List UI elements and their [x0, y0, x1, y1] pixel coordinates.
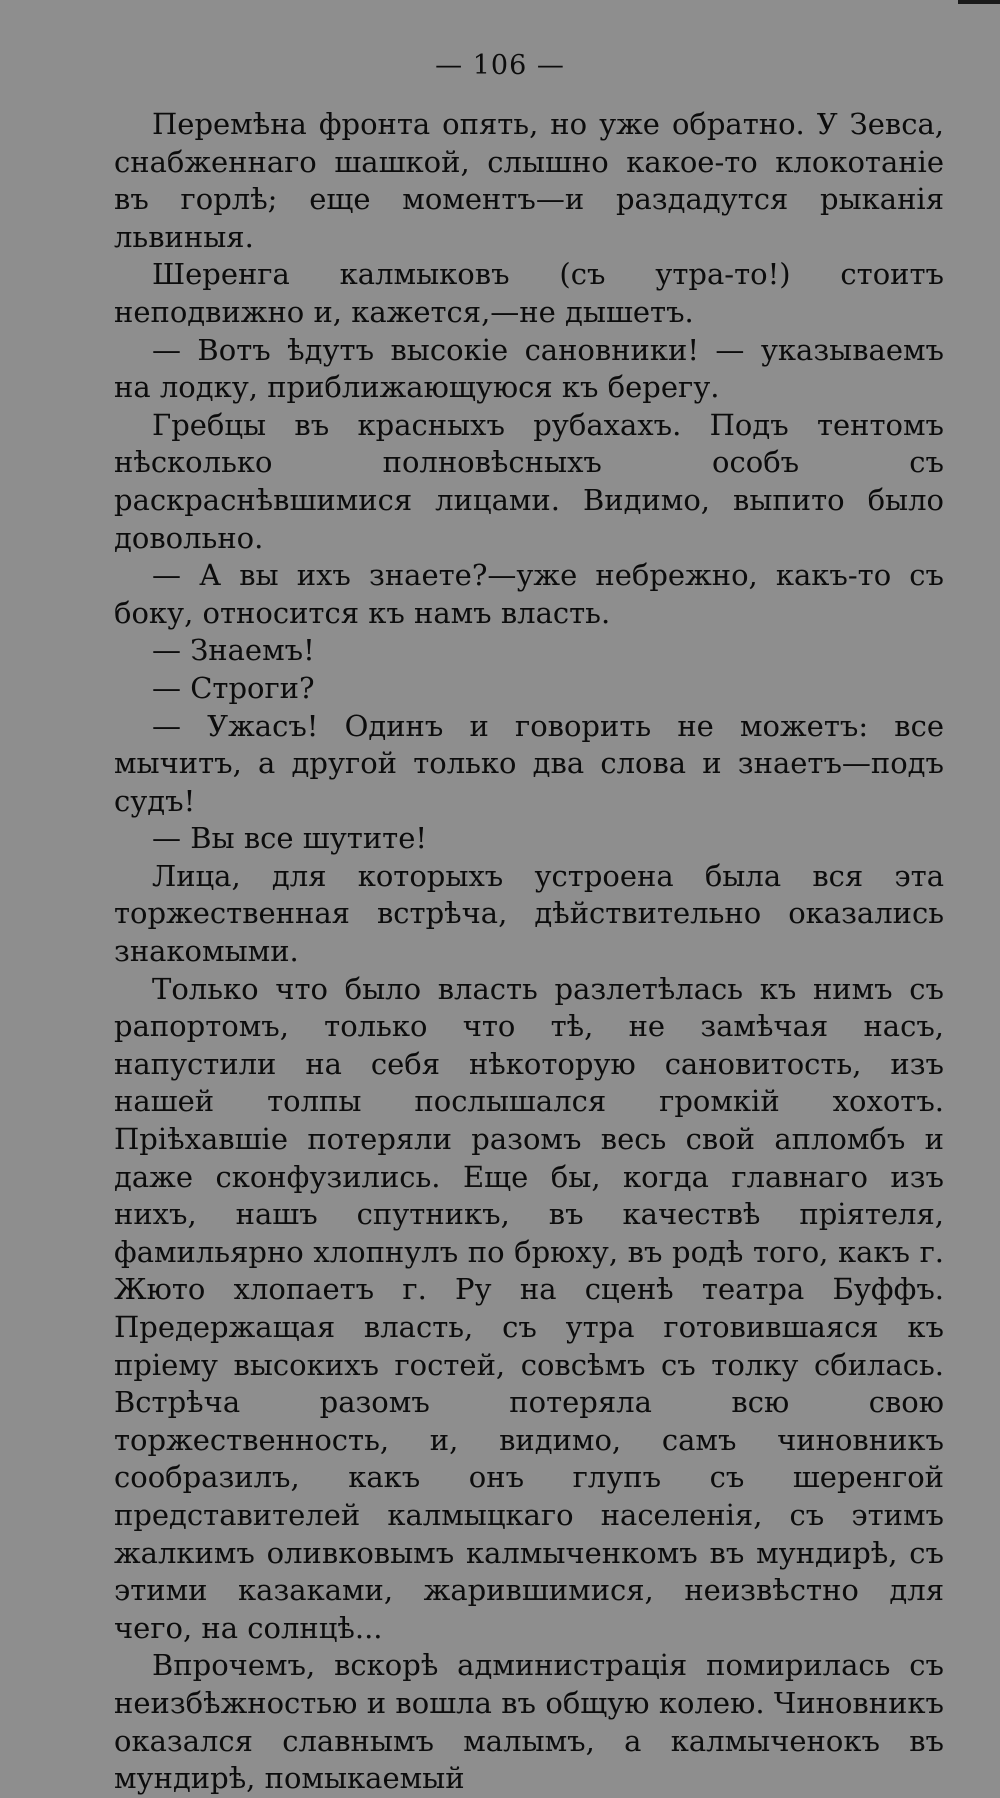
page-edge-mark — [958, 0, 1000, 4]
paragraph-2: Шеренга калмыковъ (съ утра-то!) стоитъ неподвижно и, кажется,—не дышетъ. — [114, 257, 944, 329]
body-text — [114, 106, 944, 1798]
paragraph-3: — Вотъ ѣдутъ высокіе сановники! — указываемъ на лодку, приближающуюся къ берегу. — [114, 332, 944, 405]
paragraph-5: — А вы ихъ знаете?—уже небрежно, какъ-то съ боку, относится къ намъ власть. — [114, 558, 944, 630]
paragraph-7: — Строги? — [152, 670, 315, 705]
page-number: — 106 — — [435, 50, 565, 81]
paragraph-10: Лица, для которыхъ устроена была вся эта торжественная встрѣча, дѣйствительно оказались знакомыми. — [114, 858, 944, 969]
paragraph-9: — Вы все шутите! — [152, 821, 428, 856]
paragraph-4: Гребцы въ красныхъ рубахахъ. Подъ тентомъ нѣсколько полновѣсныхъ особъ съ раскраснѣвшимися лицами. Видимо, выпито было довольно. — [114, 407, 944, 555]
paragraph-6: — Знаемъ! — [152, 633, 315, 668]
paragraph-1: Перемѣна фронта опять, но уже обратно. У Зевса, снабженнаго шашкой, слышно какое-то клокотаніе въ горлѣ; еще моментъ—и раздадутся рыканія львиныя. — [114, 107, 944, 254]
paragraph-11: Только что было власть разлетѣлась къ нимъ съ рапортомъ, только что тѣ, не замѣчая насъ, напустили на себя нѣкоторую сановитость, изъ нашей толпы послышался громкій хохотъ. Пріѣхавшіе потеряли разомъ весь свой апломбъ и даже сконфузились. Еще бы, когда главнаго изъ нихъ, нашъ спутникъ, въ качествѣ пріятеля, фамильярно хлопнулъ по брюху, въ родѣ того, какъ г. Жюто хлопаетъ г. Ру на сценѣ театра Буффъ. Предержащая власть, съ утра готовившаяся къ пріему высокихъ гостей, совсѣмъ съ толку сбилась. Встрѣча разомъ потеряла всю свою торжественность, и, видимо, самъ чиновникъ сообразилъ, какъ онъ глупъ съ шеренгой представителей калмыцкаго населенія, съ этимъ жалкимъ оливковымъ калмыченкомъ въ мундирѣ, съ этими казаками, жарившимися, неизвѣстно для чего, на солнцѣ... — [114, 971, 944, 1645]
paragraph-8: — Ужасъ! Одинъ и говорить не можетъ: все мычитъ, а другой только два слова и знаетъ—подъ судъ! — [114, 708, 944, 818]
paragraph-12: Впрочемъ, вскорѣ администрація помирилась съ неизбѣжностью и вошла въ общую колею. Чиновникъ оказался славнымъ малымъ, а калмыченокъ въ мундирѣ, помыкаемый — [114, 1648, 944, 1796]
